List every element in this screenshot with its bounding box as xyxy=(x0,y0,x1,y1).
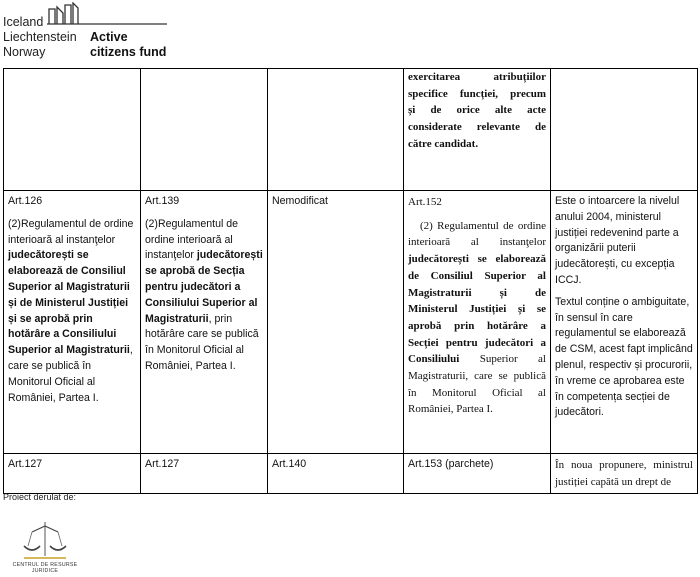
status-text: Nemodificat xyxy=(272,195,328,207)
article-title: Art.152 xyxy=(408,196,442,208)
active-citizens-fund-logo xyxy=(3,2,173,58)
logo-text-active: Active xyxy=(90,30,128,44)
scales-logo-icon xyxy=(10,520,80,562)
table-cell xyxy=(404,191,551,454)
table-cell xyxy=(404,69,551,191)
table-cell xyxy=(268,191,404,454)
table-cell xyxy=(551,69,698,191)
article-text: (2)Regulamentul de ordine interioară al instanţelor judecătorești se elaborează de Consiliul Superior al Magistraturii și de Ministerul Justiției și se aprobă prin hotărâre a Consiliului Superior al Magistraturii, care se publică în Monitorul Oficial al României, Partea I. xyxy=(8,217,134,404)
article-text: (2)Regulamentul de ordine interioară al instanţelor judecătorești se aprobă de Secția pentru judecători a Consiliului Superior al Magistraturii, prin hotărâre care se publică în Monitorul Oficial al României, Partea I. xyxy=(145,217,263,372)
article-title: Art.140 xyxy=(272,458,307,470)
org-name: CENTRUL DE RESURSE JURIDICE xyxy=(12,562,78,574)
article-title: Art.127 xyxy=(145,458,180,470)
table-row xyxy=(4,191,698,454)
table-cell xyxy=(141,191,268,454)
table-cell xyxy=(141,69,268,191)
article-title: Art.126 xyxy=(8,195,43,207)
comment-paragraph: Este o intoarcere la nivelul anului 2004, ministerul justiției redevenind parte a organizării puterii judecătorești, cu excepția ICCJ. xyxy=(555,195,680,286)
table-cell xyxy=(404,454,551,494)
table-row xyxy=(4,69,698,191)
cell-line: considerate relevante de xyxy=(408,121,546,134)
legislation-comparison-table xyxy=(3,68,698,494)
footer-label: Proiect derulat de: xyxy=(3,492,77,502)
cell-line: și de orice alte acte xyxy=(408,104,546,117)
article-title: Art.153 (parchete) xyxy=(408,458,494,470)
article-title: Art.127 xyxy=(8,458,43,470)
table-cell xyxy=(268,69,404,191)
eea-grants-mark-icon xyxy=(47,2,172,26)
logo-text-citizens-fund: citizens fund xyxy=(90,45,167,59)
table-cell xyxy=(4,191,141,454)
table-cell xyxy=(141,454,268,494)
table-cell xyxy=(4,69,141,191)
comment-paragraph: În noua propunere, ministrul justiției capătă un drept de xyxy=(555,459,693,488)
comment-paragraph: Textul conține o ambiguitate, în sensul în care regulamentul se elaborează de CSM, acest fapt implicând plenul, respectiv și procurorii, în vreme ce aprobarea este în competența secției de judecători. xyxy=(555,295,693,419)
logo-text-norway: Norway xyxy=(3,45,46,59)
cell-line: specifice funcției, precum xyxy=(408,87,546,100)
table-cell xyxy=(268,454,404,494)
table-row xyxy=(4,454,698,494)
cell-line: către candidat. xyxy=(408,137,479,150)
table-cell xyxy=(4,454,141,494)
logo-text-iceland: Iceland xyxy=(3,15,44,29)
table-cell xyxy=(551,454,698,494)
cell-line: exercitarea atribuțiilor xyxy=(408,71,546,83)
article-text: (2) Regulamentul de ordine interioară al instanţelor judecătorești se elaborează de Consiliul Superior al Magistraturii și de Ministerul Justiției și se aprobă prin hotărâre a Secției pentru judecători a Consiliului Superior al Magistraturii, care se publică în Monitorul Oficial al României, Partea I. xyxy=(408,219,546,416)
table-cell xyxy=(551,191,698,454)
logo-text-liechtenstein: Liechtenstein xyxy=(3,30,77,44)
crj-logo xyxy=(10,520,80,575)
article-title: Art.139 xyxy=(145,195,180,207)
